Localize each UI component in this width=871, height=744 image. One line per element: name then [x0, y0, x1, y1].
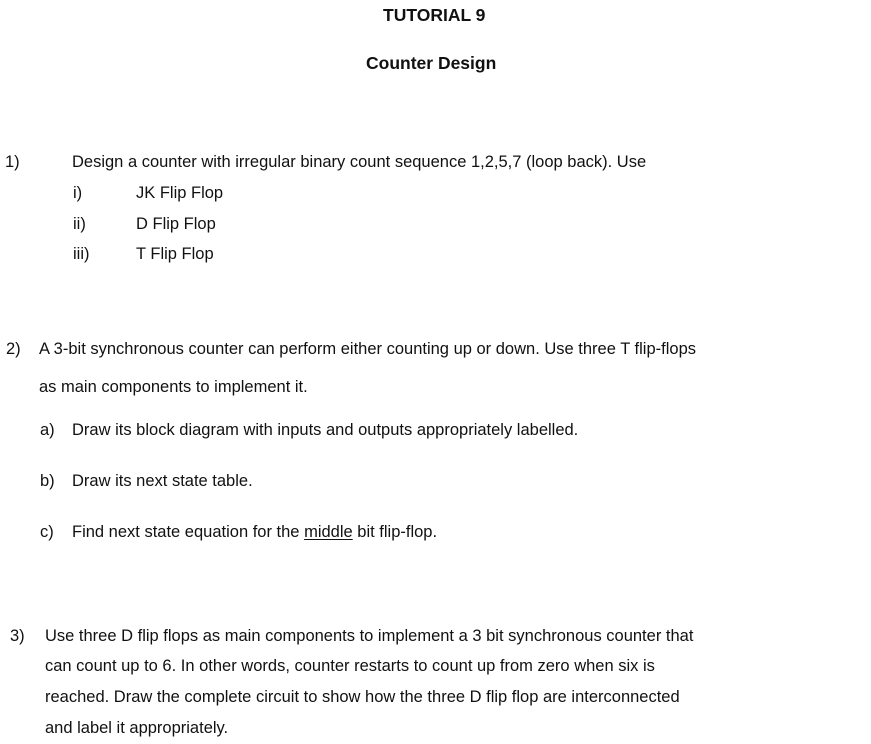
question-1-text: Design a counter with irregular binary count sequence 1,2,5,7 (loop back). Use: [72, 153, 647, 171]
question-1-item-marker: i): [73, 184, 83, 202]
question-1-item-marker: iii): [73, 245, 90, 263]
question-2-part-marker: b): [40, 472, 55, 490]
question-2-part-text: Draw its block diagram with inputs and outputs appropriately labelled.: [72, 421, 579, 439]
underlined-word: middle: [304, 523, 353, 541]
question-2-part-text: Draw its next state table.: [72, 472, 253, 490]
question-2-text-line: as main components to implement it.: [39, 378, 308, 396]
question-2-part-marker: c): [40, 523, 54, 541]
question-3-text-line: Use three D flip flops as main components to implement a 3 bit synchronous counter that: [45, 627, 694, 645]
question-2-part-marker: a): [40, 421, 55, 439]
question-2-text-line: A 3-bit synchronous counter can perform either counting up or down. Use three T flip-flops: [39, 340, 696, 358]
page-subtitle: Counter Design: [366, 53, 497, 73]
question-3-number: 3): [10, 627, 25, 645]
question-3-text-line: and label it appropriately.: [45, 719, 229, 737]
question-3-text-line: can count up to 6. In other words, counter restarts to count up from zero when six is: [45, 657, 655, 675]
question-1-item-marker: ii): [73, 215, 86, 233]
question-3-text-line: reached. Draw the complete circuit to show how the three D flip flop are interconnected: [45, 688, 680, 706]
page-title: TUTORIAL 9: [383, 5, 486, 25]
question-1-item-text: JK Flip Flop: [136, 184, 224, 202]
question-1-item-text: D Flip Flop: [136, 215, 216, 233]
question-1-number: 1): [5, 153, 20, 171]
part-text-after: bit flip-flop.: [352, 523, 438, 541]
question-2-number: 2): [6, 340, 21, 358]
question-1-item-text: T Flip Flop: [136, 245, 214, 263]
question-2-part-text: [72, 522, 437, 542]
part-text-before: Find next state equation for the: [72, 523, 305, 541]
